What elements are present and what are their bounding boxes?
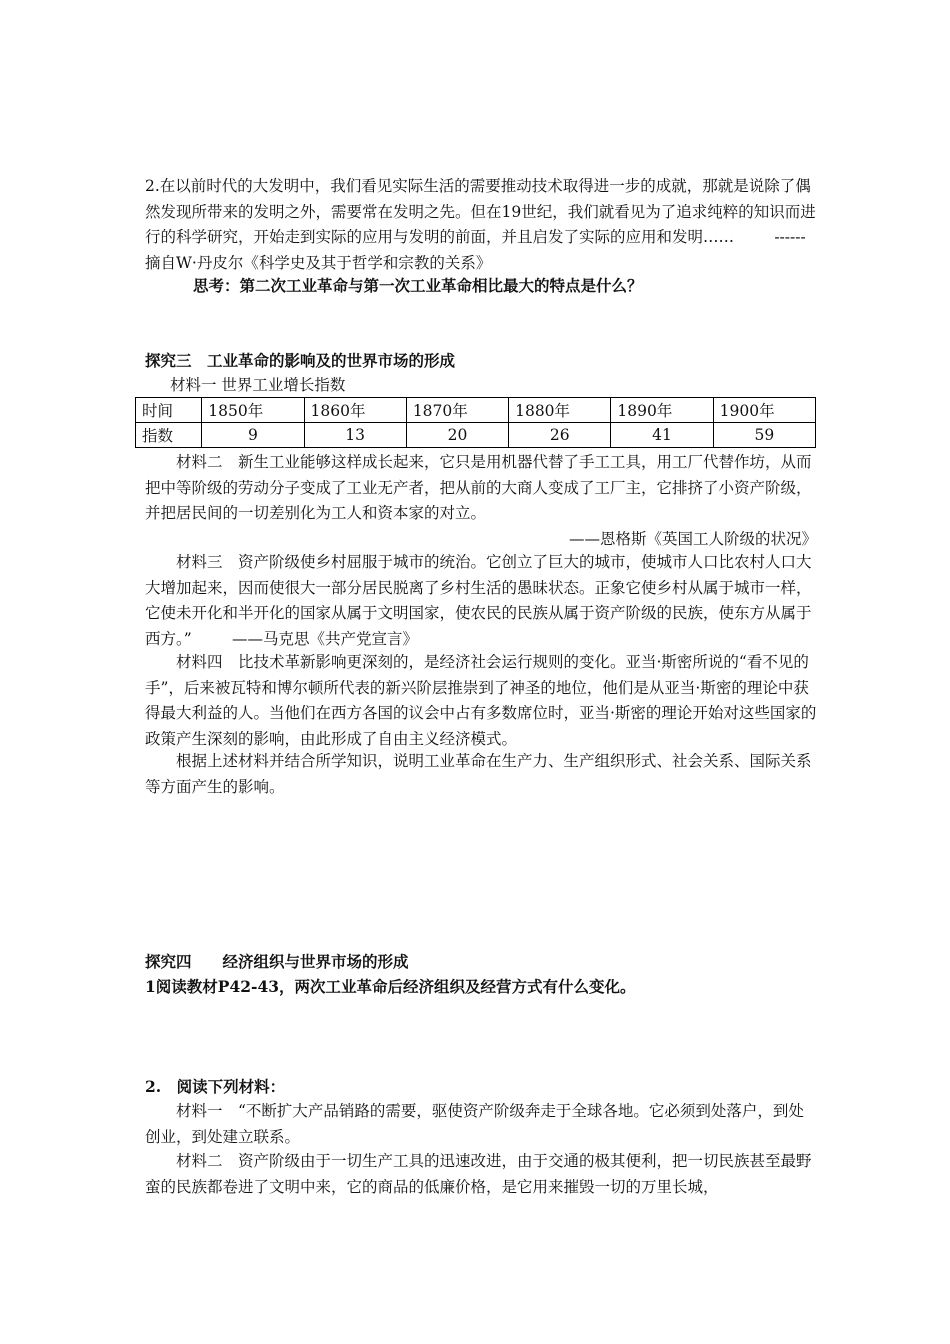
explore4-q1: 1阅读教材P42-43，两次工业革命后经济组织及经营方式有什么变化。 [145,977,636,996]
material3-text: 材料三 资产阶级使乡村屈服于城市的统治。它创立了巨大的城市，使城市人口比农村人口大大增加起来，因而使很大一部分居民脱离了乡村生活的愚昧状态。正象它使乡村从属于城市一样，它使未开化和半开化的国家从属于文明国家，使农民的民族从属于资产阶级的民族，使东方从属于西方。” [145,553,812,648]
table-row [136,398,816,423]
material1-label: 材料一 世界工业增长指数 [170,376,346,394]
explore4-material2: 材料二 资产阶级由于一切生产工具的迅速改进，由于交通的极其便利，把一切民族甚至最野蛮的民族都卷进了文明中来，它的商品的低廉价格，是它用来摧毁一切的万里长城， [145,1152,812,1196]
material4-paragraph: 材料四 比技术革新影响更深刻的，是经济社会运行规则的变化。亚当·斯密所说的“看不见的手”，后来被瓦特和博尔顿所代表的新兴阶层推崇到了神圣的地位，他们是从亚当·斯密的理论中获得最大利益的人。当他们在西方各国的议会中占有多数席位时，亚当·斯密的理论开始对这些国家的政策产生深刻的影响，由此形成了自由主义经济模式。 [145,653,817,748]
table-cell: 1880年 [509,398,611,423]
table-cell: 9 [202,423,304,448]
table-cell: 1850年 [202,398,304,423]
material2-source: ——恩格斯《英国工人阶级的状况》 [568,529,817,548]
table-cell: 1870年 [406,398,508,423]
table-cell: 13 [304,423,406,448]
explore3-title: 探究三 工业革命的影响及的世界市场的形成 [145,351,456,370]
q2-text: 2.在以前时代的大发明中，我们看见实际生活的需要推动技术取得进一步的成就，那就是说除了偶然发现所带来的发明之外，需要常在发明之先。但在19世纪，我们就看见为了追求纯粹的知识而进行的科学研究，开始走到实际的应用与发明的前面，并且启发了实际的应用和发明…… [145,177,816,246]
table-cell: 41 [611,423,713,448]
explore4-material1: 材料一 “不断扩大产品销路的需要，驱使资产阶级奔走于全球各地。它必须到处落户，到处创业，到处建立联系。 [145,1102,804,1146]
material2-paragraph [145,450,817,552]
q2-paragraph [145,174,817,276]
table-cell: 59 [713,423,815,448]
table-cell: 26 [509,423,611,448]
table-cell: 1860年 [304,398,406,423]
explore3-question: 根据上述材料并结合所学知识，说明工业革命在生产力、生产组织形式、社会关系、国际关系等方面产生的影响。 [145,752,812,796]
table-cell: 指数 [136,423,202,448]
material3-paragraph [145,550,817,652]
table-cell: 20 [406,423,508,448]
think-question: 思考：第二次工业革命与第一次工业革命相比最大的特点是什么？ [193,276,643,295]
table-cell: 时间 [136,398,202,423]
explore4-q2-title: 2. 阅读下列材料： [145,1077,286,1096]
table-cell: 1900年 [713,398,815,423]
industry-index-table [135,397,816,448]
table-cell: 1890年 [611,398,713,423]
material2-text: 材料二 新生工业能够这样成长起来，它只是用机器代替了手工工具，用工厂代替作坊，从而把中等阶级的劳动分子变成了工业无产者，把从前的大商人变成了工厂主，它排挤了小资产阶级，并把居民间的一切差别化为工人和资本家的对立。 [145,453,812,522]
material3-source: ——马克思《共产党宣言》 [231,629,418,648]
q2-source: ------摘自W·丹皮尔《科学史及其于哲学和宗教的关系》 [145,228,806,272]
table-row [136,423,816,448]
explore4-title: 探究四 经济组织与世界市场的形成 [145,952,409,971]
